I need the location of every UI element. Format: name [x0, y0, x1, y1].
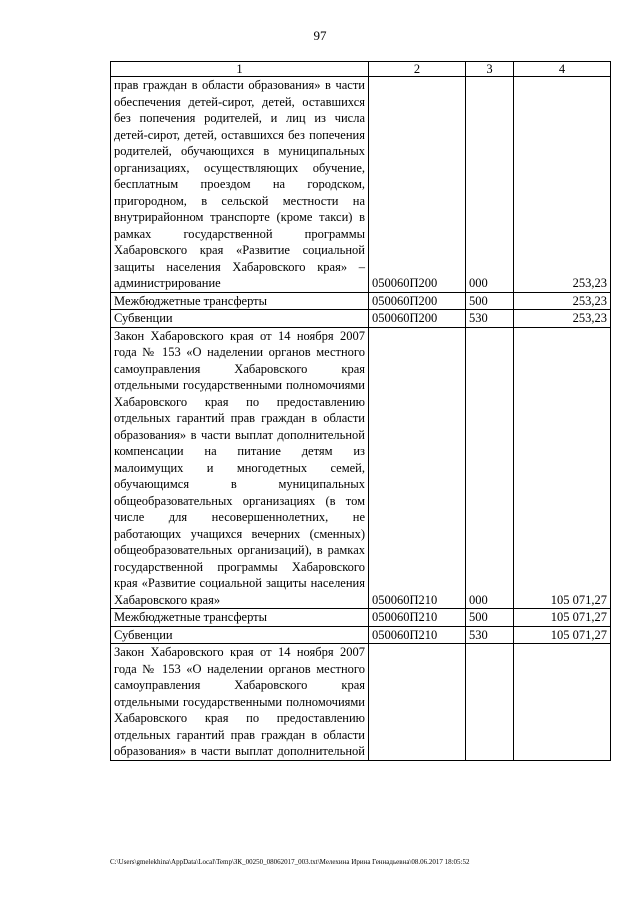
table-row: [111, 77, 611, 293]
table-row: [111, 310, 611, 328]
table-row: [111, 292, 611, 310]
row-amount: 253,23: [514, 77, 611, 293]
table-row: [111, 609, 611, 627]
budget-table: [110, 61, 611, 761]
table-row: [111, 626, 611, 644]
header-col-1: 1: [111, 62, 369, 77]
row-expense-type: 500: [466, 292, 514, 310]
row-code: 050060П200: [369, 77, 466, 293]
row-description: Межбюджетные трансферты: [111, 292, 369, 310]
row-amount: 253,23: [514, 310, 611, 328]
row-expense-type: 500: [466, 609, 514, 627]
row-description: Закон Хабаровского края от 14 ноября 2007 года № 153 «О наделении органов местного самоуправления Хабаровского края отдельными государственными полномочиями Хабаровского края по предоставлению отдельных гарантий прав граждан в области образования» в части выплат дополнительной: [111, 644, 369, 761]
table-header-row: [111, 62, 611, 77]
row-code: 050060П200: [369, 292, 466, 310]
row-description: прав граждан в области образования» в части обеспечения детей-сирот, детей, оставшихся без попечения родителей, и лиц из числа детей-сирот, детей, оставшихся без попечения родителей, обучающихся в муниципальных организациях, осуществляющих обучение, бесплатным проездом на городском, пригородном, в сельской местности на внутрирайонном транспорте (кроме такси) в рамках государственной программы Хабаровского края «Развитие социальной защиты населения Хабаровского края» – администрирование: [111, 77, 369, 293]
row-code: 050060П210: [369, 609, 466, 627]
row-amount: [514, 644, 611, 761]
row-description: Межбюджетные трансферты: [111, 609, 369, 627]
row-description: Субвенции: [111, 310, 369, 328]
row-expense-type: 530: [466, 310, 514, 328]
header-col-3: 3: [466, 62, 514, 77]
table-row: [111, 644, 611, 761]
header-col-2: 2: [369, 62, 466, 77]
page-number: 97: [313, 28, 327, 43]
row-description: Закон Хабаровского края от 14 ноября 2007 года № 153 «О наделении органов местного самоуправления Хабаровского края отдельными государственными полномочиями Хабаровского края по предоставлению отдельных гарантий прав граждан в области образования» в части выплат дополнительной компенсации на питание детям из малоимущих и многодетных семей, обучающимся в муниципальных общеобразовательных организациях (в том числе для несовершеннолетних, не работающих учащихся вечерних (сменных) общеобразовательных организаций), в рамках государственной программы Хабаровского края «Развитие социальной защиты населения Хабаровского края»: [111, 327, 369, 609]
row-description: Субвенции: [111, 626, 369, 644]
footer-file-path: C:\Users\gmelekhina\AppData\Local\Temp\ЗК_00250_08062017_003.txt\Мелехина Ирина Геннадьевна\08.06.2017 18:05:52: [110, 858, 470, 866]
row-expense-type: 000: [466, 77, 514, 293]
row-amount: 253,23: [514, 292, 611, 310]
row-code: [369, 644, 466, 761]
header-col-4: 4: [514, 62, 611, 77]
row-amount: 105 071,27: [514, 327, 611, 609]
row-expense-type: [466, 644, 514, 761]
table-row: [111, 327, 611, 609]
row-code: 050060П210: [369, 327, 466, 609]
row-code: 050060П210: [369, 626, 466, 644]
row-expense-type: 000: [466, 327, 514, 609]
row-code: 050060П200: [369, 310, 466, 328]
row-amount: 105 071,27: [514, 609, 611, 627]
row-amount: 105 071,27: [514, 626, 611, 644]
row-expense-type: 530: [466, 626, 514, 644]
